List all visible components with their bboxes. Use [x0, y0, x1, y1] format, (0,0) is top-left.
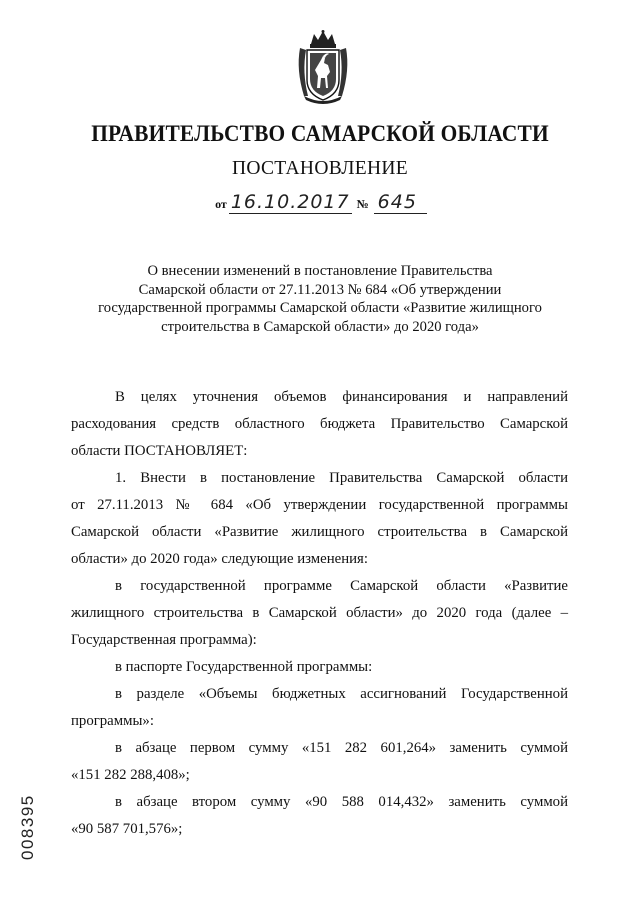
body-line: области ПОСТАНОВЛЯЕТ:	[71, 443, 248, 459]
body-line: области» до 2020 года» следующие изменения:	[71, 551, 368, 567]
margin-serial-stamp: 008395	[18, 794, 37, 860]
body-line: в абзаце первом сумму «151 282 601,264» заменить суммой	[115, 740, 568, 756]
body-line: 1. Внести в постановление Правительства Самарской области	[115, 470, 568, 486]
subject-line: государственной программы Самарской области «Развитие жилищного	[98, 300, 542, 316]
date-prefix: от	[215, 197, 227, 211]
body-line: в разделе «Объемы бюджетных ассигнований Государственной	[115, 686, 568, 702]
organization-title: ПРАВИТЕЛЬСТВО САМАРСКОЙ ОБЛАСТИ	[91, 121, 549, 146]
decree-subject	[70, 262, 570, 336]
body-line: «90 587 701,576»;	[71, 821, 183, 837]
subject-line: О внесении изменений в постановление Правительства	[147, 263, 493, 279]
body-line: расходования средств областного бюджета Правительство Самарской	[71, 416, 568, 432]
body-line: от 27.11.2013 № 684 «Об утверждении государственной программы	[71, 497, 568, 513]
body-line: «151 282 288,408»;	[71, 767, 190, 783]
handwritten-number: 645	[374, 191, 427, 214]
body-line: программы»:	[71, 713, 154, 729]
body-line: Государственная программа):	[71, 632, 257, 648]
subject-line: строительства в Самарской области» до 2020 года»	[161, 318, 479, 335]
subject-line: Самарской области от 27.11.2013 № 684 «Об утверждении	[138, 281, 502, 298]
handwritten-date: 16.10.2017	[230, 191, 350, 213]
date-number-line	[0, 191, 640, 213]
body-line: В целях уточнения объемов финансирования и направлений	[115, 389, 568, 405]
decree-body	[71, 384, 568, 843]
body-line: жилищного строительства в Самарской области» до 2020 года (далее –	[71, 605, 568, 621]
samara-coat-of-arms-icon	[294, 30, 352, 104]
body-line: в паспорте Государственной программы:	[115, 659, 373, 675]
number-prefix: №	[356, 197, 369, 211]
body-line: Самарской области «Развитие жилищного строительства в Самарской	[71, 524, 568, 540]
body-line: в государственной программе Самарской области «Развитие	[115, 578, 568, 594]
body-line: в абзаце втором сумму «90 588 014,432» заменить суммой	[115, 794, 568, 810]
document-type: ПОСТАНОВЛЕНИЕ	[232, 158, 408, 179]
